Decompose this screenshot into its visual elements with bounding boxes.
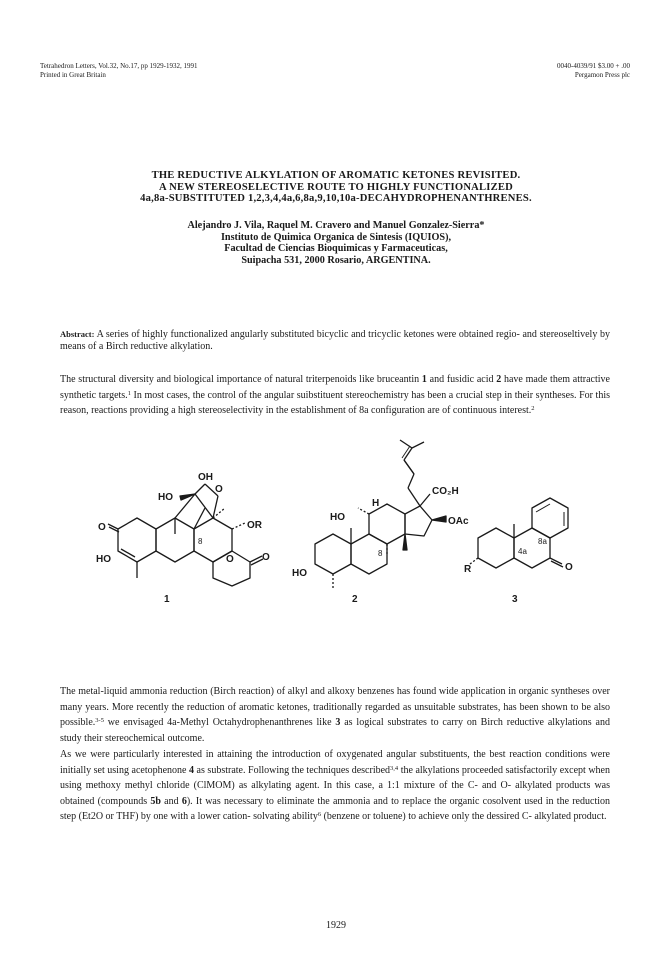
paper-title [40,170,632,205]
chemical-structures-figure [0,436,672,606]
structure-1-bruceantin [108,484,263,586]
author-block [40,220,632,266]
text-run: ). It was necessary to eliminate the ammonia and to replace the organic cosolvent used in the reduction step (Et2O or THF) by one with a lower cation- solvating ability [60,795,610,823]
label-pos8a: 8a [538,537,547,546]
affiliation-line: Suipacha 531, 2000 Rosario, ARGENTINA. [241,254,431,266]
label-pos4a: 4a [518,547,527,556]
text-run: the alkylations proceeded satisfactorily except when using methoxy methyl chloride (ClMOM) as alkylating agent. In this case, a 1:1 mixture of the C- and O- alkylated products was obtained (compounds [60,764,610,807]
text-run: we envisaged 4a-Methyl Octahydrophenanthrenes like [103,717,336,729]
intro-paragraph [60,372,610,419]
label-o-top: O [215,484,223,495]
citation-ref: 3,4 [390,764,399,772]
publisher-info [557,62,630,80]
citation-ref: 6 [317,811,322,819]
text-run: have made them attractive synthetic targets. [60,374,610,401]
text-run: as substrate. Following the techniques described [194,764,391,776]
ring-a [478,528,514,568]
label-ho-bottom: HO [292,568,307,579]
compound-label-1: 1 [164,594,170,605]
label-co2h: CO₂H [432,486,459,497]
body-paragraph-alkylation [60,747,610,825]
compound-ref: 1 [421,374,427,385]
affiliation-line: Facultad de Ciencias Bioquimicas y Farmaceuticas, [224,243,448,254]
label-oh: OH [198,472,213,483]
compound-ref: 5b [150,795,161,807]
abstract [60,328,610,353]
abstract-label: Abstract: [60,329,95,339]
label-lactone-o: O [262,552,270,563]
journal-line: Tetrahedron Letters, Vol.32, No.17, pp 1929-1932, 1991 [40,62,198,70]
compound-ref: 6 [181,795,187,807]
label-ho-left: HO [158,492,173,503]
compound-label-3: 3 [512,594,518,605]
ring-a [118,518,156,562]
author-names: Alejandro J. Vila, Raquel M. Cravero and Manuel Gonzalez-Sierra* [187,220,485,231]
label-or: OR [247,520,262,531]
text-run: and fusidic acid [426,374,497,385]
compound-label-2: 2 [352,594,358,605]
compound-ref: 4 [189,764,195,776]
title-line: A NEW STEREOSELECTIVE ROUTE TO HIGHLY FUNCTIONALIZED [158,181,513,193]
label-ho-bottom: HO [96,554,111,565]
code-line: 0040-4039/91 $3.00 + .00 [557,62,630,70]
title-line: 4a,8a-SUBSTITUTED 1,2,3,4,4a,6,8a,9,10,10a-DECAHYDROPHENANTHRENES. [140,193,532,204]
affiliation-line: Instituto de Quimica Organica de Sintesis (IQUIOS), [220,231,452,243]
printed-line: Printed in Great Britain [40,71,106,79]
title-line: THE REDUCTIVE ALKYLATION OF AROMATIC KETONES REVISITED. [151,170,521,181]
label-ho-top: HO [330,512,345,523]
ring-a [315,534,351,574]
page-number: 1929 [326,920,346,931]
text-run: The metal-liquid ammonia reduction (Birch reaction) of alkyl and alkoxy benzenes has found wide application in organic syntheses over many years. More recently the reduction of aromatic ketones, traditionally regarded as unsuitable substrates, has been shown to be also possible. [60,686,610,729]
body-paragraph-birch [60,684,610,746]
abstract-text: A series of highly functionalized angularly substituted bicyclic and tricyclic ketones were obtained regio- and stereoseltively by means of a Birch reductive alkylation. [60,329,610,352]
compound-ref: 2 [496,374,502,385]
ring-d [405,506,432,536]
citation-ref: 1 [127,389,131,397]
label-pos8: 8 [378,549,383,558]
citation-ref: 2 [531,405,535,413]
publisher-line: Pergamon Press plc [574,71,630,79]
structure-3-octahydrophenanthrene [470,498,568,568]
text-run: and [160,795,182,807]
label-oac: OAc [448,516,469,527]
label-ketone-o: O [98,522,106,533]
label-o: O [565,562,573,573]
label-pos8: 8 [198,537,203,546]
compound-ref: 3 [335,717,341,729]
journal-citation [40,62,198,80]
text-run: As we were particularly interested in attaining the introduction of oxygenated angular substituents, the best reaction conditions were initially set using acetophenone [60,749,610,776]
label-h: H [372,498,380,509]
citation-ref: 3-5 [95,717,104,725]
text-run: The structural diversity and biological importance of natural triterpenoids like bruceantin [60,374,422,385]
label-r: R [464,564,472,575]
text-run: In most cases, the control of the angular suibstituent stereochemistry has been a crucial step in their syntheses. For this reason, reactions providing a high stereoselectivity in the establishment of 8a configuration are of continuous interest. [60,389,611,417]
text-run: (benzene or toluene) to achieve only the dessired C- alkylated product. [321,811,607,823]
ring-c [369,504,405,544]
label-ring-o: O [226,554,234,565]
text-run: as logical substrates to carry on Birch reductive alkylations and study their stereochemical outcome. [60,717,610,744]
